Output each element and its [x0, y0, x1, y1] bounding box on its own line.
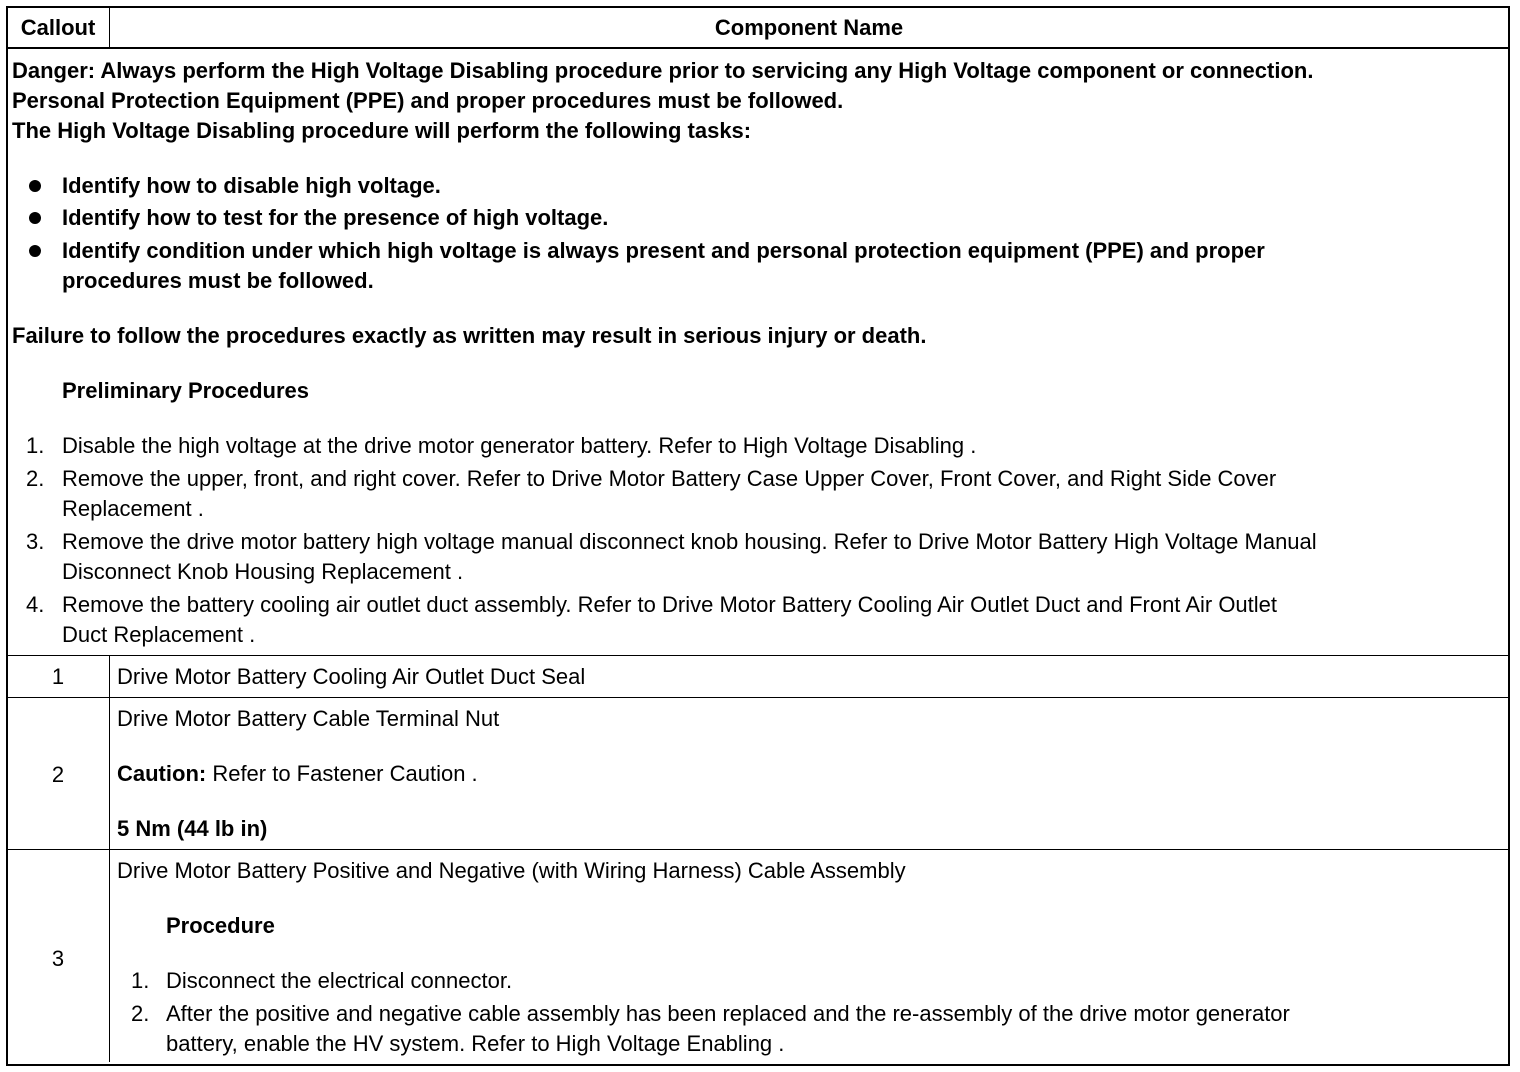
prelim-step-2-cont: Replacement . — [62, 496, 204, 521]
row-3-step-num: 1. — [131, 968, 150, 993]
row-3-step-num: 2. — [131, 1001, 150, 1026]
caution-text: Refer to Fastener Caution . — [206, 761, 478, 786]
row-2-caution — [117, 761, 478, 787]
danger-failure-warning: Failure to follow the procedures exactly as written may result in serious injury or death. — [12, 323, 927, 348]
row-3-step-1: Disconnect the electrical connector. — [166, 968, 513, 993]
prelim-step-num: 4. — [26, 592, 45, 617]
column-divider-rows — [109, 655, 110, 1062]
danger-bullet-3-cont: procedures must be followed. — [62, 268, 374, 293]
preliminary-title: Preliminary Procedures — [62, 378, 310, 403]
danger-bullet-1: Identify how to disable high voltage. — [62, 173, 441, 198]
row-3-procedure-title: Procedure — [166, 913, 275, 938]
prelim-step-num: 2. — [26, 466, 45, 491]
row-2-component-name: Drive Motor Battery Cable Terminal Nut — [117, 706, 500, 731]
prelim-step-4-cont: Duct Replacement . — [62, 622, 256, 647]
prelim-step-num: 3. — [26, 529, 45, 554]
bullet-icon — [29, 245, 41, 257]
prelim-step-4: Remove the battery cooling air outlet duct assembly. Refer to Drive Motor Battery Cooling Air Outlet Duct and Front Air Outlet — [62, 592, 1278, 617]
row-3-step-2: After the positive and negative cable assembly has been replaced and the re-assembly of the drive motor generator — [166, 1001, 1290, 1026]
danger-line-1: Danger: Always perform the High Voltage Disabling procedure prior to servicing any High Voltage component or connection. — [12, 58, 1314, 83]
header-callout: Callout — [20, 15, 96, 40]
header-divider — [8, 47, 1508, 49]
row-divider-1 — [8, 697, 1508, 698]
danger-line-2: Personal Protection Equipment (PPE) and proper procedures must be followed. — [12, 88, 844, 113]
prelim-step-num: 1. — [26, 433, 45, 458]
row-1-component-name: Drive Motor Battery Cooling Air Outlet Duct Seal — [117, 664, 586, 689]
prelim-step-2: Remove the upper, front, and right cover. Refer to Drive Motor Battery Case Upper Cover, Front Cover, and Right Side Cover — [62, 466, 1277, 491]
row-3-component-name: Drive Motor Battery Positive and Negative (with Wiring Harness) Cable Assembly — [117, 858, 906, 883]
bullet-icon — [29, 180, 41, 192]
row-1-callout: 1 — [51, 664, 65, 689]
prelim-step-3-cont: Disconnect Knob Housing Replacement . — [62, 559, 464, 584]
row-3-callout: 3 — [51, 946, 65, 971]
header-component-name: Component Name — [714, 15, 904, 40]
row-2-callout: 2 — [51, 762, 65, 787]
row-3-step-2-cont: battery, enable the HV system. Refer to High Voltage Enabling . — [166, 1031, 785, 1056]
row-divider-danger — [8, 655, 1508, 656]
prelim-step-3: Remove the drive motor battery high voltage manual disconnect knob housing. Refer to Drive Motor Battery High Voltage Manual — [62, 529, 1317, 554]
danger-line-3: The High Voltage Disabling procedure will perform the following tasks: — [12, 118, 752, 143]
prelim-step-1: Disable the high voltage at the drive motor generator battery. Refer to High Voltage Disabling . — [62, 433, 977, 458]
danger-bullet-3: Identify condition under which high voltage is always present and personal protection equipment (PPE) and proper — [62, 238, 1265, 263]
caution-label: Caution: — [117, 761, 207, 786]
row-divider-2 — [8, 849, 1508, 850]
danger-bullet-2: Identify how to test for the presence of high voltage. — [62, 205, 609, 230]
row-2-torque: 5 Nm (44 lb in) — [117, 816, 268, 841]
bullet-icon — [29, 212, 41, 224]
